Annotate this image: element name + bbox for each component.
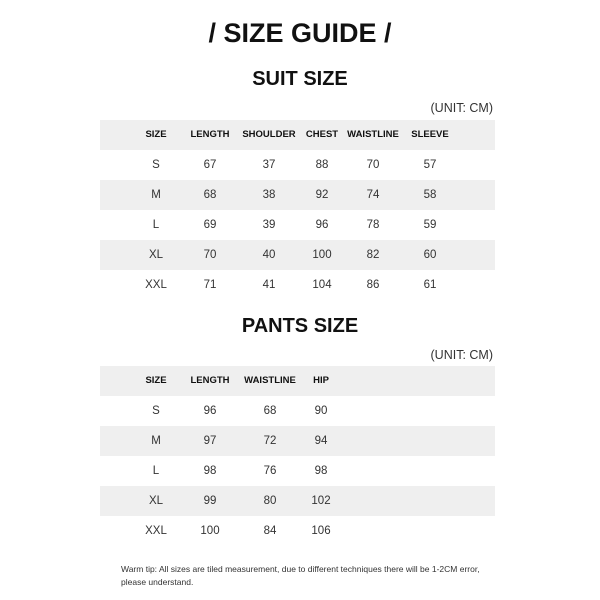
table-cell: M [151,435,161,447]
table-cell: 67 [203,159,217,171]
table-cell: 96 [315,219,329,231]
column-header: LENGTH [190,375,230,386]
table-row [100,426,495,456]
table-cell: L [152,219,160,231]
table-cell: 97 [203,435,217,447]
table-cell: 100 [312,249,332,261]
table-cell: 74 [366,189,380,201]
table-cell: XXL [145,525,167,537]
table-cell: 68 [203,189,217,201]
table-cell: XL [148,495,164,507]
column-header: SIZE [145,375,167,386]
table-cell: 106 [311,525,331,537]
column-header: WAISTLINE [347,129,399,140]
table-cell: 70 [203,249,217,261]
table-cell: 88 [315,159,329,171]
table-cell: 84 [263,525,277,537]
table-cell: 38 [262,189,276,201]
table-cell: 69 [203,219,217,231]
column-header: SLEEVE [411,129,449,140]
table-cell: S [152,159,160,171]
table-row [100,396,495,426]
table-cell: 37 [262,159,276,171]
page-title: / SIZE GUIDE / [208,18,392,48]
table-header-row [100,120,495,150]
warm-tip-note: Warm tip: All sizes are tiled measurement, due to different techniques there will be 1-2CM error, please understand. [121,564,480,587]
table-row [100,210,495,240]
pants-unit-label: (UNIT: CM) [430,348,493,362]
table-cell: S [152,405,160,417]
table-cell: 86 [366,279,380,291]
table-cell: 41 [262,279,276,291]
table-row [100,456,495,486]
table-cell: 96 [203,405,217,417]
table-cell: 68 [263,405,277,417]
table-cell: XL [148,249,164,261]
table-cell: M [151,189,161,201]
table-cell: XXL [145,279,167,291]
table-cell: 76 [263,465,277,477]
column-header: WAISTLINE [244,375,296,386]
table-cell: L [152,465,160,477]
column-header: CHEST [305,129,339,140]
table-cell: 100 [200,525,220,537]
table-cell: 104 [312,279,332,291]
table-cell: 82 [366,249,380,261]
table-cell: 72 [263,435,277,447]
table-row [100,240,495,270]
pants-size-heading: PANTS SIZE [241,315,359,337]
table-cell: 92 [315,189,329,201]
table-cell: 71 [203,279,217,291]
table-header-row [100,366,495,396]
table-row [100,180,495,210]
pants-size-table [100,366,495,546]
table-cell: 90 [314,405,328,417]
suit-size-heading: SUIT SIZE [252,68,348,90]
table-cell: 57 [423,159,437,171]
table-cell: 80 [263,495,277,507]
table-row [100,150,495,180]
table-cell: 59 [423,219,437,231]
table-cell: 70 [366,159,380,171]
column-header: LENGTH [190,129,230,140]
table-cell: 102 [311,495,331,507]
suit-unit-label: (UNIT: CM) [430,101,493,115]
table-cell: 94 [314,435,328,447]
column-header: SIZE [145,129,167,140]
table-cell: 98 [203,465,217,477]
table-cell: 61 [423,279,437,291]
table-cell: 78 [366,219,380,231]
table-row [100,516,495,546]
table-cell: 99 [203,495,217,507]
table-cell: 98 [314,465,328,477]
table-cell: 39 [262,219,276,231]
table-cell: 40 [262,249,276,261]
suit-size-table [100,120,495,300]
column-header: SHOULDER [242,129,296,140]
column-header: HIP [313,375,329,386]
table-cell: 60 [423,249,437,261]
table-row [100,270,495,300]
table-cell: 58 [423,189,437,201]
table-row [100,486,495,516]
